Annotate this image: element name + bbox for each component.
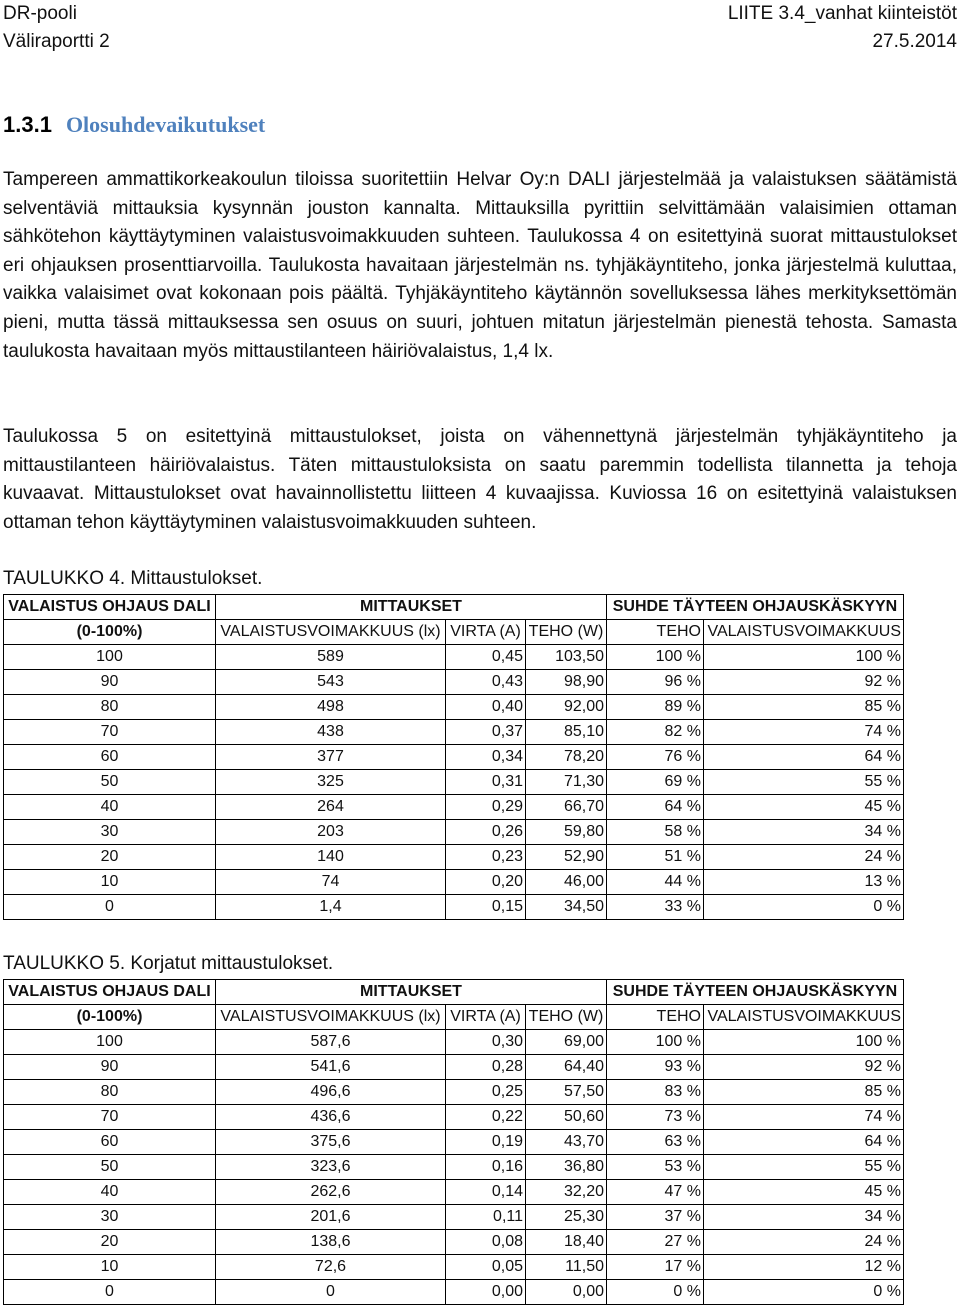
cell-power: 59,80 [526,820,607,845]
cell-dali-level: 20 [4,1230,216,1255]
cell-power: 34,50 [526,895,607,920]
section-number: 1.3.1 [3,112,52,137]
cell-current: 0,14 [446,1180,526,1205]
section-title: Olosuhdevaikutukset [65,112,266,137]
cell-rel-lux: 12 % [704,1255,904,1280]
cell-rel-lux: 100 % [704,1030,904,1055]
cell-dali-level: 0 [4,895,216,920]
cell-dali-level: 30 [4,820,216,845]
table4 [3,594,904,920]
cell-power: 69,00 [526,1030,607,1055]
cell-current: 0,29 [446,795,526,820]
header-report: Väliraportti 2 [3,31,110,52]
cell-dali-level: 30 [4,1205,216,1230]
cell-rel-power: 82 % [607,720,704,745]
table-row [4,1255,904,1280]
cell-lux: 543 [216,670,446,695]
table-row [4,895,904,920]
cell-lux: 438 [216,720,446,745]
cell-dali-level: 90 [4,670,216,695]
cell-dali-level: 100 [4,645,216,670]
cell-current: 0,20 [446,870,526,895]
table-subheader-row [4,620,904,645]
cell-rel-lux: 74 % [704,720,904,745]
header-mittaukset: MITTAUKSET [216,595,607,620]
cell-rel-power: 0 % [607,1280,704,1305]
cell-lux: 138,6 [216,1230,446,1255]
cell-lux: 74 [216,870,446,895]
cell-current: 0,11 [446,1205,526,1230]
cell-power: 78,20 [526,745,607,770]
cell-lux: 203 [216,820,446,845]
cell-power: 11,50 [526,1255,607,1280]
table-row [4,845,904,870]
cell-lux: 264 [216,795,446,820]
table-row [4,1280,904,1305]
table-subheader-row [4,1005,904,1030]
cell-power: 52,90 [526,845,607,870]
table-row [4,1205,904,1230]
table-header-row [4,980,904,1005]
cell-rel-lux: 85 % [704,695,904,720]
cell-rel-lux: 92 % [704,670,904,695]
cell-dali-level: 100 [4,1030,216,1055]
header-suhde: SUHDE TÄYTEEN OHJAUSKÄSKYYN [607,595,904,620]
cell-power: 92,00 [526,695,607,720]
cell-rel-power: 89 % [607,695,704,720]
cell-rel-power: 17 % [607,1255,704,1280]
cell-lux: 325 [216,770,446,795]
cell-power: 0,00 [526,1280,607,1305]
cell-current: 0,15 [446,895,526,920]
table4-caption: TAULUKKO 4. Mittaustulokset. [3,568,263,589]
cell-rel-lux: 45 % [704,795,904,820]
cell-rel-power: 33 % [607,895,704,920]
cell-rel-power: 93 % [607,1055,704,1080]
cell-dali-level: 20 [4,845,216,870]
cell-power: 66,70 [526,795,607,820]
header-lux: VALAISTUSVOIMAKKUUS (lx) [216,620,446,645]
cell-lux: 589 [216,645,446,670]
cell-rel-power: 69 % [607,770,704,795]
cell-dali-level: 40 [4,1180,216,1205]
cell-rel-power: 37 % [607,1205,704,1230]
cell-current: 0,19 [446,1130,526,1155]
cell-dali-level: 70 [4,720,216,745]
cell-power: 85,10 [526,720,607,745]
cell-power: 18,40 [526,1230,607,1255]
cell-lux: 72,6 [216,1255,446,1280]
table-row [4,1080,904,1105]
cell-dali-level: 70 [4,1105,216,1130]
cell-rel-power: 100 % [607,1030,704,1055]
cell-dali-level: 90 [4,1055,216,1080]
cell-lux: 498 [216,695,446,720]
header-dali: VALAISTUS OHJAUS DALI [4,980,216,1005]
cell-rel-lux: 24 % [704,845,904,870]
cell-lux: 201,6 [216,1205,446,1230]
cell-dali-level: 60 [4,745,216,770]
cell-lux: 496,6 [216,1080,446,1105]
header-rel-lux: VALAISTUSVOIMAKKUUS [704,1005,904,1030]
cell-lux: 0 [216,1280,446,1305]
cell-current: 0,31 [446,770,526,795]
cell-rel-lux: 92 % [704,1055,904,1080]
paragraph-1: Tampereen ammattikorkeakoulun tiloissa suoritettiin Helvar Oy:n DALI järjestelmää ja valaistuksen säätämistä selventäviä mittauksia kysynnän jouston kannalta. Mittauksilla pyrittiin selvittämään valaisimien ottaman sähkötehon käyttäytyminen valaistusvoimakkuuden suhteen. Taulukossa 4 on esitettyinä suorat mittaustulokset eri ohjauksen prosenttiarvoilla. Taulukosta havaitaan järjestelmän ns. tyhjäkäyntiteho, jonka järjestelmä kuluttaa, vaikka valaisimet ovat kokonaan pois päältä. Tyhjäkäyntiteho käytännön sovelluksessa lähes merkityksettömän pieni, mutta tässä mittauksessa sen osuus on suuri, johtuen mitatun järjestelmän pienestä tehosta. Samasta taulukosta havaitaan myös mittaustilanteen häiriövalaistus, 1,4 lx. [3,169,957,362]
table-row [4,795,904,820]
cell-current: 0,08 [446,1230,526,1255]
cell-current: 0,34 [446,745,526,770]
cell-rel-power: 53 % [607,1155,704,1180]
cell-lux: 541,6 [216,1055,446,1080]
header-current: VIRTA (A) [446,620,526,645]
cell-power: 71,30 [526,770,607,795]
cell-power: 64,40 [526,1055,607,1080]
table-row [4,645,904,670]
cell-lux: 587,6 [216,1030,446,1055]
cell-rel-power: 27 % [607,1230,704,1255]
cell-current: 0,16 [446,1155,526,1180]
cell-current: 0,26 [446,820,526,845]
cell-rel-power: 96 % [607,670,704,695]
table-row [4,1180,904,1205]
table-row [4,1130,904,1155]
header-appendix: LIITE 3.4_vanhat kiinteistöt [727,3,957,24]
cell-lux: 375,6 [216,1130,446,1155]
cell-rel-power: 76 % [607,745,704,770]
cell-rel-lux: 55 % [704,1155,904,1180]
header-rel-lux: VALAISTUSVOIMAKKUUS [704,620,904,645]
table-row [4,870,904,895]
cell-current: 0,00 [446,1280,526,1305]
cell-dali-level: 40 [4,795,216,820]
header-rel-power: TEHO [607,1005,704,1030]
cell-current: 0,22 [446,1105,526,1130]
cell-rel-lux: 24 % [704,1230,904,1255]
cell-rel-lux: 34 % [704,820,904,845]
header-mittaukset: MITTAUKSET [216,980,607,1005]
cell-dali-level: 50 [4,1155,216,1180]
cell-power: 50,60 [526,1105,607,1130]
cell-dali-level: 10 [4,1255,216,1280]
cell-dali-level: 50 [4,770,216,795]
header-range: (0-100%) [4,1005,216,1030]
cell-lux: 140 [216,845,446,870]
table-row [4,1230,904,1255]
cell-rel-power: 58 % [607,820,704,845]
cell-dali-level: 80 [4,1080,216,1105]
cell-power: 103,50 [526,645,607,670]
cell-lux: 377 [216,745,446,770]
header-date: 27.5.2014 [872,31,957,52]
table-row [4,695,904,720]
cell-rel-lux: 100 % [704,645,904,670]
cell-current: 0,37 [446,720,526,745]
cell-lux: 262,6 [216,1180,446,1205]
cell-lux: 436,6 [216,1105,446,1130]
cell-rel-lux: 0 % [704,1280,904,1305]
cell-rel-power: 44 % [607,870,704,895]
table-row [4,820,904,845]
header-dali: VALAISTUS OHJAUS DALI [4,595,216,620]
cell-power: 57,50 [526,1080,607,1105]
table-row [4,1155,904,1180]
cell-rel-power: 64 % [607,795,704,820]
cell-dali-level: 0 [4,1280,216,1305]
cell-power: 98,90 [526,670,607,695]
cell-power: 46,00 [526,870,607,895]
table-row [4,770,904,795]
header-range: (0-100%) [4,620,216,645]
table-row [4,1105,904,1130]
table-header-row [4,595,904,620]
cell-power: 36,80 [526,1155,607,1180]
cell-current: 0,30 [446,1030,526,1055]
header-power: TEHO (W) [526,620,607,645]
cell-lux: 323,6 [216,1155,446,1180]
table-row [4,1030,904,1055]
cell-rel-power: 73 % [607,1105,704,1130]
table-row [4,720,904,745]
cell-current: 0,45 [446,645,526,670]
header-project: DR-pooli [3,3,77,24]
cell-rel-lux: 34 % [704,1205,904,1230]
cell-rel-power: 51 % [607,845,704,870]
header-suhde: SUHDE TÄYTEEN OHJAUSKÄSKYYN [607,980,904,1005]
cell-current: 0,25 [446,1080,526,1105]
cell-rel-lux: 13 % [704,870,904,895]
header-rel-power: TEHO [607,620,704,645]
cell-rel-power: 83 % [607,1080,704,1105]
cell-rel-lux: 0 % [704,895,904,920]
paragraph-2: Taulukossa 5 on esitettyinä mittaustulokset, joista on vähennettynä järjestelmän tyhjäkäyntiteho ja mittaustilanteen häiriövalaistus. Täten mittaustuloksista on saatu paremmin todellista tilannetta ja tehoja kuvaavat. Mittaustulokset ovat havainnollistettu liitteen 4 kuvaajissa. Kuviossa 16 on esitettyinä valaistuksen ottaman tehon käyttäytyminen valaistusvoimakkuuden suhteen. [3,426,957,533]
cell-power: 43,70 [526,1130,607,1155]
section-heading [3,112,265,138]
cell-lux: 1,4 [216,895,446,920]
cell-current: 0,43 [446,670,526,695]
cell-rel-lux: 85 % [704,1080,904,1105]
cell-rel-lux: 45 % [704,1180,904,1205]
table-row [4,670,904,695]
cell-rel-lux: 64 % [704,1130,904,1155]
table-row [4,745,904,770]
table5-caption: TAULUKKO 5. Korjatut mittaustulokset. [3,953,334,974]
header-current: VIRTA (A) [446,1005,526,1030]
cell-rel-lux: 74 % [704,1105,904,1130]
cell-rel-power: 63 % [607,1130,704,1155]
cell-rel-power: 47 % [607,1180,704,1205]
cell-dali-level: 60 [4,1130,216,1155]
cell-current: 0,40 [446,695,526,720]
table5 [3,979,904,1305]
cell-rel-power: 100 % [607,645,704,670]
header-power: TEHO (W) [526,1005,607,1030]
cell-current: 0,23 [446,845,526,870]
cell-current: 0,05 [446,1255,526,1280]
table-row [4,1055,904,1080]
cell-current: 0,28 [446,1055,526,1080]
cell-dali-level: 80 [4,695,216,720]
cell-dali-level: 10 [4,870,216,895]
header-lux: VALAISTUSVOIMAKKUUS (lx) [216,1005,446,1030]
cell-rel-lux: 64 % [704,745,904,770]
cell-power: 25,30 [526,1205,607,1230]
cell-power: 32,20 [526,1180,607,1205]
cell-rel-lux: 55 % [704,770,904,795]
